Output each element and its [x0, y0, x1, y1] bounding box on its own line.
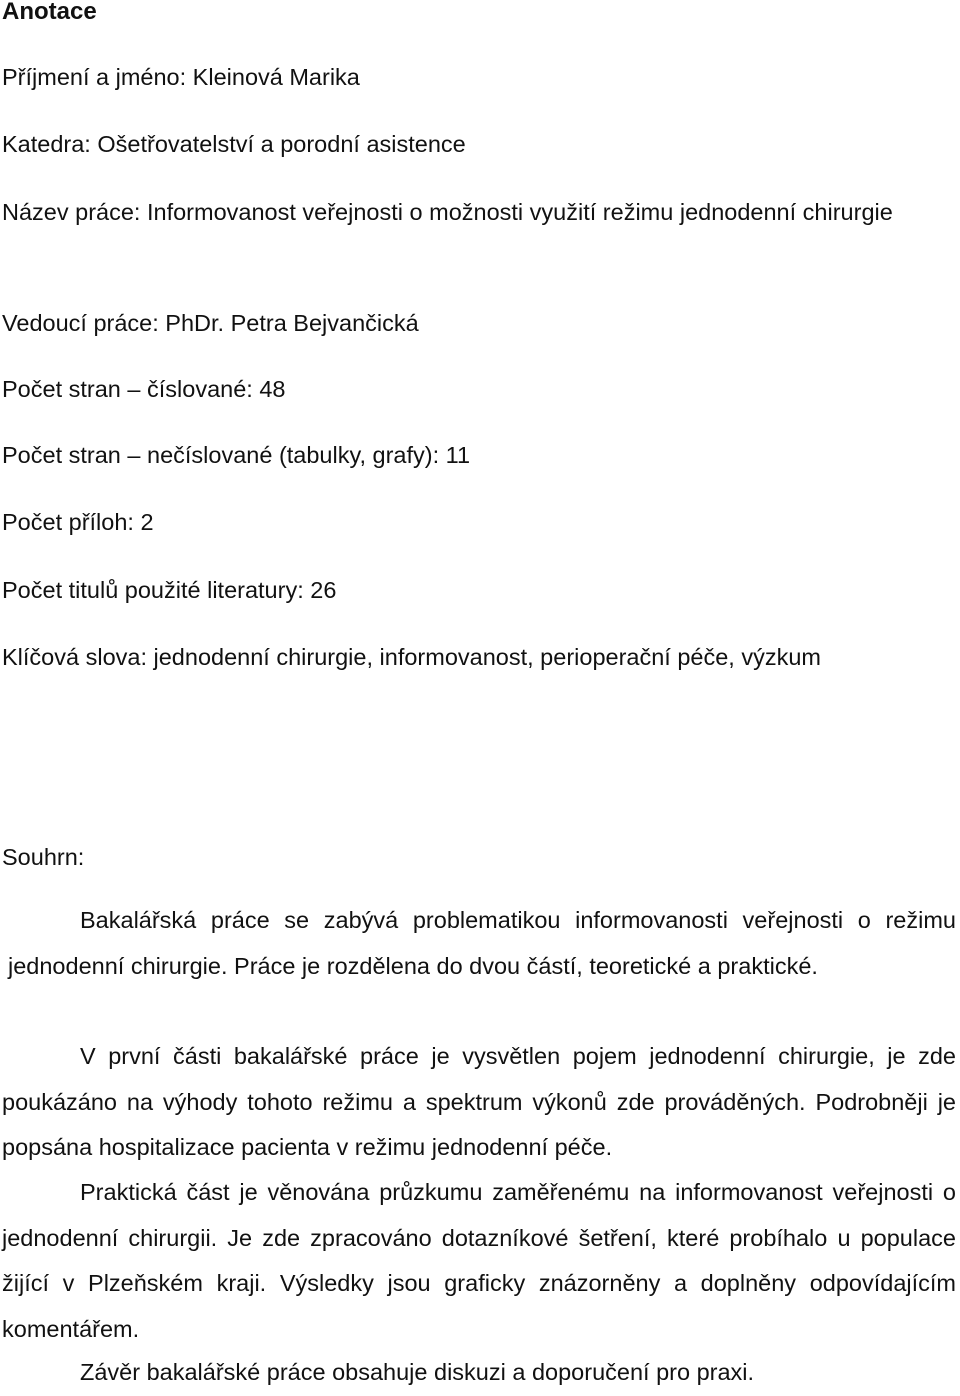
field-author: Příjmení a jméno: Kleinová Marika: [2, 64, 360, 90]
summary-label: Souhrn:: [2, 844, 85, 870]
field-unnumbered-pages: Počet stran – nečíslované (tabulky, grafy): 11: [2, 442, 471, 468]
field-keywords: Klíčová slova: jednodenní chirurgie, informovanost, perioperační péče, výzkum: [2, 644, 822, 670]
field-department: Katedra: Ošetřovatelství a porodní asistence: [2, 131, 466, 157]
field-attachments: Počet příloh: 2: [2, 509, 154, 535]
field-supervisor: Vedoucí práce: PhDr. Petra Bejvančická: [2, 310, 419, 336]
field-thesis-title: Název práce: Informovanost veřejnosti o možnosti využití režimu jednodenní chirurgie: [2, 199, 893, 225]
document-heading: Anotace: [2, 0, 97, 25]
field-literature-count: Počet titulů použité literatury: 26: [2, 577, 337, 603]
summary-paragraph-4: Závěr bakalářské práce obsahuje diskuzi a doporučení pro praxi.: [80, 1359, 755, 1385]
summary-paragraph-3: Praktická část je věnována průzkumu zaměřenému na informovanost veřejnosti o jednodenní chirurgii. Je zde zpracováno dotazníkové šetření, které probíhalo u populace žijící v Plzeňském kraji. Výsledky jsou graficky znázorněny a doplněny odpovídajícím komentářem.: [2, 1179, 956, 1342]
summary-paragraph-2: V první části bakalářské práce je vysvětlen pojem jednodenní chirurgie, je zde poukázáno na výhody tohoto režimu a spektrum výkonů zde prováděných. Podrobněji je popsána hospitalizace pacienta v režimu jednodenní péče.: [2, 1043, 956, 1160]
summary-paragraph-1: Bakalářská práce se zabývá problematikou informovanosti veřejnosti o režimu jednodenní chirurgie. Práce je rozdělena do dvou částí, teoretické a praktické.: [8, 907, 956, 979]
field-numbered-pages: Počet stran – číslované: 48: [2, 376, 286, 402]
